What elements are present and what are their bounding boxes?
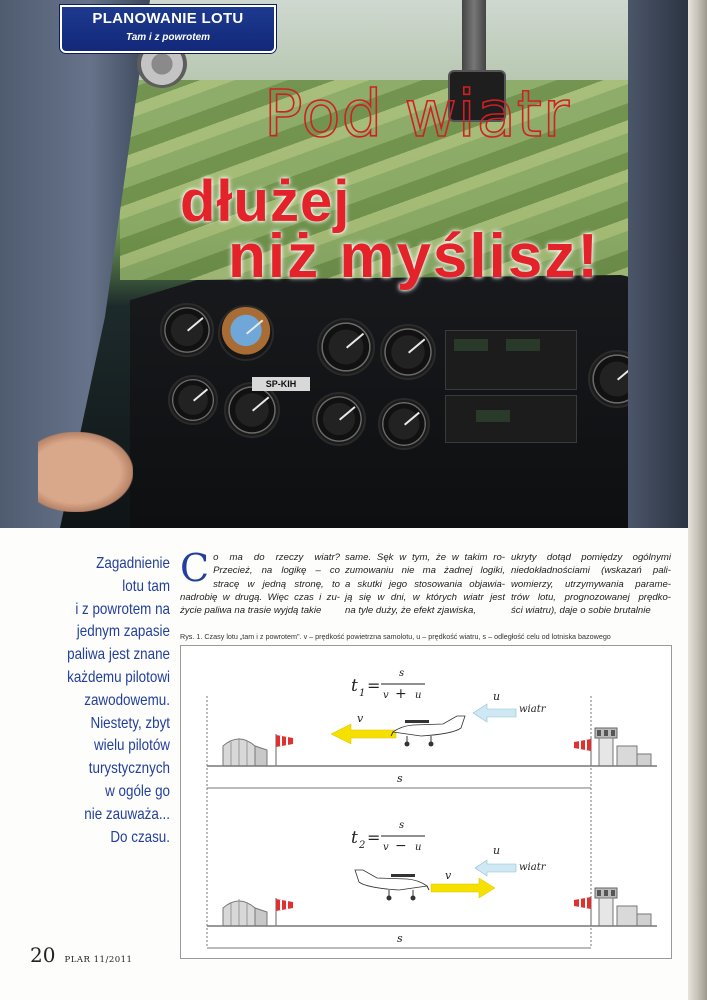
turn-coordinator-icon — [168, 375, 218, 425]
body-line: nadrobię w drugą. Więc czas i zu- — [180, 591, 340, 603]
lead-line: turystycznych — [88, 760, 170, 778]
attitude-indicator-icon — [218, 305, 274, 361]
formula2-den-a: v — [383, 842, 389, 853]
wind-arrow — [473, 704, 516, 722]
body-column-1 — [180, 546, 340, 617]
wind-label: wiatr — [519, 862, 546, 873]
body-line: życie paliwa na trasie wyjdą takie — [180, 605, 322, 617]
airspeed-arrow — [431, 878, 495, 898]
airspeed-arrow — [331, 724, 396, 744]
airspeed-gauge-icon — [160, 303, 214, 357]
body-column-3 — [511, 551, 671, 617]
formula1-den-a: v — [383, 690, 389, 701]
flight-time-diagram — [180, 645, 672, 959]
formula2-eq: = — [367, 828, 381, 847]
formula1-num: s — [399, 668, 405, 679]
magazine-issue: PLAR 11/2011 — [64, 955, 133, 965]
formula1-lhs: t — [351, 676, 358, 696]
return-scene — [207, 844, 657, 948]
body-line: womierzy, utrzymywania parame- — [511, 578, 671, 590]
formula1-sub: 1 — [359, 688, 366, 699]
windsock-icon — [574, 738, 591, 766]
distance-label: s — [397, 772, 403, 785]
airspeed-label: v — [445, 869, 452, 882]
lead-line: Niestety, zbyt — [90, 714, 170, 732]
formula2-num: s — [399, 820, 405, 831]
headline-line-3: niż myślisz! — [228, 222, 600, 291]
section-title: PLANOWANIE LOTU — [92, 10, 244, 27]
next-page-edge — [688, 0, 707, 1000]
distance-label: s — [397, 932, 403, 945]
lead-line: zawodowemu. — [84, 691, 170, 709]
aircraft-icon — [391, 716, 465, 747]
body-line: ści wiatru), daje o sobie brutalnie — [511, 605, 651, 617]
formula1-op: + — [395, 686, 407, 702]
body-line: same. Sęk w tym, że w takim ro- — [345, 552, 505, 563]
lead-line: Zagadnienie — [96, 555, 170, 572]
compass-mount — [462, 0, 486, 72]
body-line: niedokładnościami (wskazań pali- — [511, 565, 671, 577]
windsock-icon — [276, 734, 293, 766]
section-subtitle: Tam i z powrotem — [125, 32, 211, 43]
nav-com-radio — [445, 330, 577, 390]
hangar-icon — [223, 738, 267, 766]
body-line: stracę w jedną stronę, to — [213, 578, 340, 590]
vertical-speed-gauge-icon — [380, 324, 436, 380]
body-column-2 — [345, 551, 505, 617]
formula-return — [351, 820, 425, 854]
lead-line: nie zauważa... — [84, 805, 170, 823]
lead-line: jednym zapasie — [76, 623, 170, 641]
cabin-pillar-right — [628, 0, 688, 528]
adf-indicator-icon — [378, 398, 430, 450]
lead-line: w ogóle go — [105, 782, 170, 800]
formula2-sub: 2 — [359, 840, 366, 851]
vor-indicator-icon — [312, 392, 366, 446]
body-line: na tyle duży, że efekt zjawiska, — [345, 605, 476, 617]
body-line: ukryty dotąd pomiędzy ogólnymi — [511, 552, 671, 563]
body-line: ją się w dni, w których wiatr jest — [345, 591, 505, 603]
lead-line: i z powrotem na — [75, 600, 170, 618]
pilot-hand — [38, 432, 133, 512]
headline-line-2: dłużej — [180, 169, 351, 234]
headline-line-1: Pod wiatr — [264, 78, 571, 152]
wind-arrow — [475, 860, 516, 876]
altimeter-gauge-icon — [317, 318, 375, 376]
hangar-icon — [223, 899, 267, 926]
body-line: zumowaniu nie ma żadnej logiki, — [345, 565, 505, 577]
wind-speed-label: u — [493, 690, 501, 703]
transponder-radio — [445, 395, 577, 443]
wind-speed-label: u — [493, 844, 501, 857]
registration-placard: SP-KIH — [252, 377, 310, 391]
body-line: trów lotu, prognozowanej prędko- — [511, 591, 671, 603]
airspeed-label: v — [357, 712, 364, 725]
lead-line: Do czasu. — [110, 828, 170, 846]
body-line: a skutki jego stosowania objawia- — [345, 578, 505, 590]
lead-line: każdemu pilotowi — [67, 668, 170, 686]
formula1-eq: = — [367, 676, 381, 695]
formula2-op: − — [395, 838, 407, 854]
body-line: Przecież, na logikę – co — [213, 565, 340, 577]
windsock-icon — [574, 896, 591, 926]
control-tower-icon — [595, 728, 651, 766]
formula-outbound — [351, 668, 425, 702]
lead-line: paliwa jest znane — [67, 646, 170, 664]
lead-line: lotu tam — [122, 577, 170, 595]
formula1-den-b: u — [415, 690, 422, 701]
diagram-svg — [181, 646, 671, 958]
control-tower-icon — [595, 888, 651, 926]
page-number: 20 — [30, 943, 56, 967]
section-header-tab — [60, 5, 276, 53]
page-footer — [30, 943, 132, 967]
windsock-icon — [276, 898, 293, 926]
drop-cap: C — [180, 546, 210, 590]
outbound-scene — [207, 690, 657, 788]
formula2-lhs: t — [351, 828, 358, 848]
aircraft-icon — [355, 870, 429, 901]
lead-line: wielu pilotów — [93, 737, 170, 755]
formula2-den-b: u — [415, 842, 422, 853]
figure-caption: Rys. 1. Czasy lotu „tam i z powrotem". v – prędkość powietrzna samolotu, u – prędkość wiatru, s – odległość celu od lotniska bazowego — [180, 632, 611, 641]
wind-label: wiatr — [519, 704, 546, 715]
body-line: o ma do rzeczy wiatr? — [213, 552, 340, 563]
lead-paragraph — [30, 553, 170, 849]
